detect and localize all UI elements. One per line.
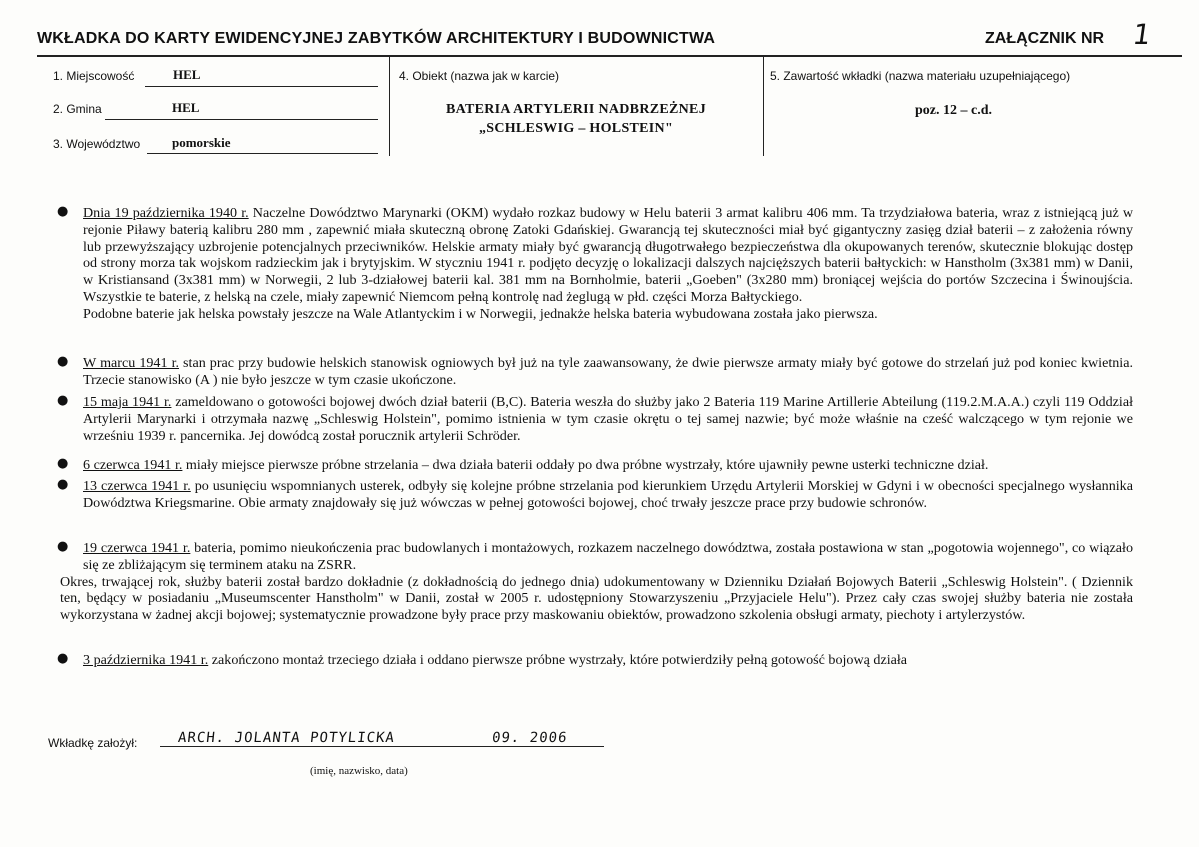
voivodeship-value: pomorskie — [172, 135, 231, 150]
annex-label: ZAŁĄCZNIK NR — [985, 30, 1105, 47]
locality-value: HEL — [173, 67, 201, 82]
footer-label: Wkładkę założył: — [48, 736, 138, 750]
entry-4 — [83, 457, 1133, 474]
footer-author: ARCH. JOLANTA POTYLICKA — [177, 730, 396, 746]
entry-7-text: zakończono montaż trzeciego działa i oddano pierwsze próbne wystrzały, które potwierdziły pełną gotowość bojową działa — [208, 652, 908, 668]
bullet-1: ● — [57, 204, 69, 219]
bullet-5: ● — [57, 477, 69, 492]
entry-5 — [83, 478, 1133, 512]
header-rule — [37, 55, 1182, 57]
bullet-2: ● — [57, 354, 69, 369]
entry-6-text: bateria, pomimo nieukończenia prac budowlanych i montażowych, rozkazem naczelnego dowództwa, została postawiona w stan „pogotowia wojennego", co wiązało się ze zbliżającym się terminem ataku na ZSRR. — [83, 540, 1133, 573]
footer-signature-line — [160, 746, 604, 747]
annex-number: 1 — [1130, 18, 1154, 51]
entry-7-date: 3 października 1941 r. — [83, 652, 209, 668]
entry-5-date: 13 czerwca 1941 r. — [83, 478, 191, 494]
object-name-line-1: BATERIA ARTYLERII NADBRZEŻNEJ — [445, 102, 706, 117]
header-title: WKŁADKA DO KARTY EWIDENCYJNEJ ZABYTKÓW ARCHITEKTURY I BUDOWNICTWA — [37, 30, 716, 47]
locality-underline — [145, 86, 378, 87]
column-divider-2 — [763, 57, 764, 156]
voivodeship-underline — [147, 153, 378, 154]
entry-3-text: zameldowano o gotowości bojowej dwóch dział baterii (B,C). Bateria weszła do służby jako 2 Bateria 119 Marine Artillerie Abteilung (119.2.M.A.A.) czyli 119 Oddział Artylerii Marynarki i otrzymała nazwę „Schleswig Holstein", pomimo istnienia w tym czasie okrętu o tej samej nazwie; być może właśnie na cześć walczącego w tym rejonie we wrześniu 1939 r. pancernika. Jej dowódcą został porucznik artylerii Schröder. — [83, 394, 1133, 444]
entry-3-date: 15 maja 1941 r. — [83, 394, 172, 410]
entry-4-date: 6 czerwca 1941 r. — [83, 457, 183, 473]
entry-2 — [83, 355, 1133, 389]
locality-label: 1. Miejscowość — [53, 69, 135, 83]
entry-7 — [83, 652, 1133, 669]
bullet-4: ● — [57, 456, 69, 471]
commune-underline — [105, 119, 378, 120]
bullet-6: ● — [57, 539, 69, 554]
entry-3 — [83, 394, 1133, 444]
contents-label: 5. Zawartość wkładki (nazwa materiału uzupełniającego) — [770, 69, 1071, 83]
commune-label: 2. Gmina — [53, 102, 102, 116]
entry-4-text: miały miejsce pierwsze próbne strzelania – dwa działa baterii oddały po dwa próbne wystrzały, które ujawniły pewne usterki techniczne dział. — [182, 457, 989, 473]
bullet-7: ● — [57, 651, 69, 666]
contents-value: poz. 12 – c.d. — [915, 103, 992, 118]
object-name-line-2: „SCHLESWIG – HOLSTEIN" — [478, 121, 674, 136]
entry-6-extra: Okres, trwającej rok, służby baterii został bardzo dokładnie (z dokładnością do jednego dnia) udokumentowany w Dzienniku Działań Bojowych Baterii „Schleswig Holstein". ( Dziennik ten, będący w posiadaniu „Museumscenter Hanstholm" w Danii, został w 2005 r. udostępniony Stowarzyszeniu „Przyjaciele Helu"). Przez cały czas swojej służby bateria nie została wykorzystana w żadnej akcji bojowej; systematycznie prowadzone były prace przy maskowaniu obiektów, prowadzono szkolenia obsługi armaty, piechoty i artylerzystów. — [60, 573, 1133, 624]
voivodeship-label: 3. Województwo — [53, 137, 141, 151]
entry-2-date: W marcu 1941 r. — [83, 355, 180, 371]
entry-6-date: 19 czerwca 1941 r. — [83, 540, 191, 556]
entry-1-extra: Podobne baterie jak helska powstały jeszcze na Wale Atlantyckim i w Norwegii, jednakże helska bateria wybudowana została jako pierwsza. — [83, 305, 878, 322]
entry-2-text: stan prac przy budowie helskich stanowisk ogniowych był już na tyle zaawansowany, że dwie pierwsze armaty miały być gotowe do strzelań już pod koniec kwietnia. Trzecie stanowisko (A ) nie było jeszcze w tym czasie ukończone. — [83, 355, 1134, 388]
bullet-3: ● — [57, 393, 69, 408]
entry-1 — [83, 205, 1133, 323]
entry-1-date: Dnia 19 października 1940 r. — [83, 205, 249, 221]
commune-value: HEL — [172, 100, 200, 115]
footer-caption: (imię, nazwisko, data) — [310, 765, 408, 777]
object-label: 4. Obiekt (nazwa jak w karcie) — [399, 69, 560, 83]
entry-1-text: Naczelne Dowództwo Marynarki (OKM) wydało rozkaz budowy w Helu baterii 3 armat kalibru 406 mm. Ta trzydziałowa bateria, wraz z istniejącą już w rejonie Piławy baterią kalibru 280 mm , zapewnić miała skuteczną obronę Zatoki Gdańskiej. Gwarancją tej skuteczności miał być gigantyczny zasięg dział baterii – z założenia równy lub przewyższający uzbrojenie potencjalnych przeciwników. Helskie armaty miały być gwarancją długotrwałego bezpieczeństwa dla okupowanych terenów, skutecznie blokując dostęp od strony morza tak wojskom radzieckim jak i brytyjskim. W styczniu 1941 r. podjęto decyzję o lokalizacji dalszych najcięższych baterii bałtyckich: w Hanstholm (3x381 mm) w Danii, w Kristiansand (3x381 mm) w Norwegii, 2 lub 3-działowej baterii kal. 381 mm na Bornholmie, baterii „Goeben" (3x280 mm) broniącej wejścia do portów Szczecina i Świnoujścia. Wszystkie te baterie, z helską na czele, miały zapewnić Niemcom pełną kontrolę nad żeglugą w płd. części Morza Bałtyckiego. — [83, 205, 1134, 305]
entry-6 — [60, 540, 1133, 624]
entry-5-text: po usunięciu wspomnianych usterek, odbyły się kolejne próbne strzelania pod kierunkiem Urzędu Artylerii Morskiej w Gdyni i w obecności specjalnego wysłannika Dowództwa Kriegsmarine. Obie armaty znajdowały się już wówczas w pełnej gotowości bojowej, choć trwały jeszcze prace przy budowie schronów. — [83, 478, 1133, 511]
footer-date: 09. 2006 — [491, 730, 569, 746]
